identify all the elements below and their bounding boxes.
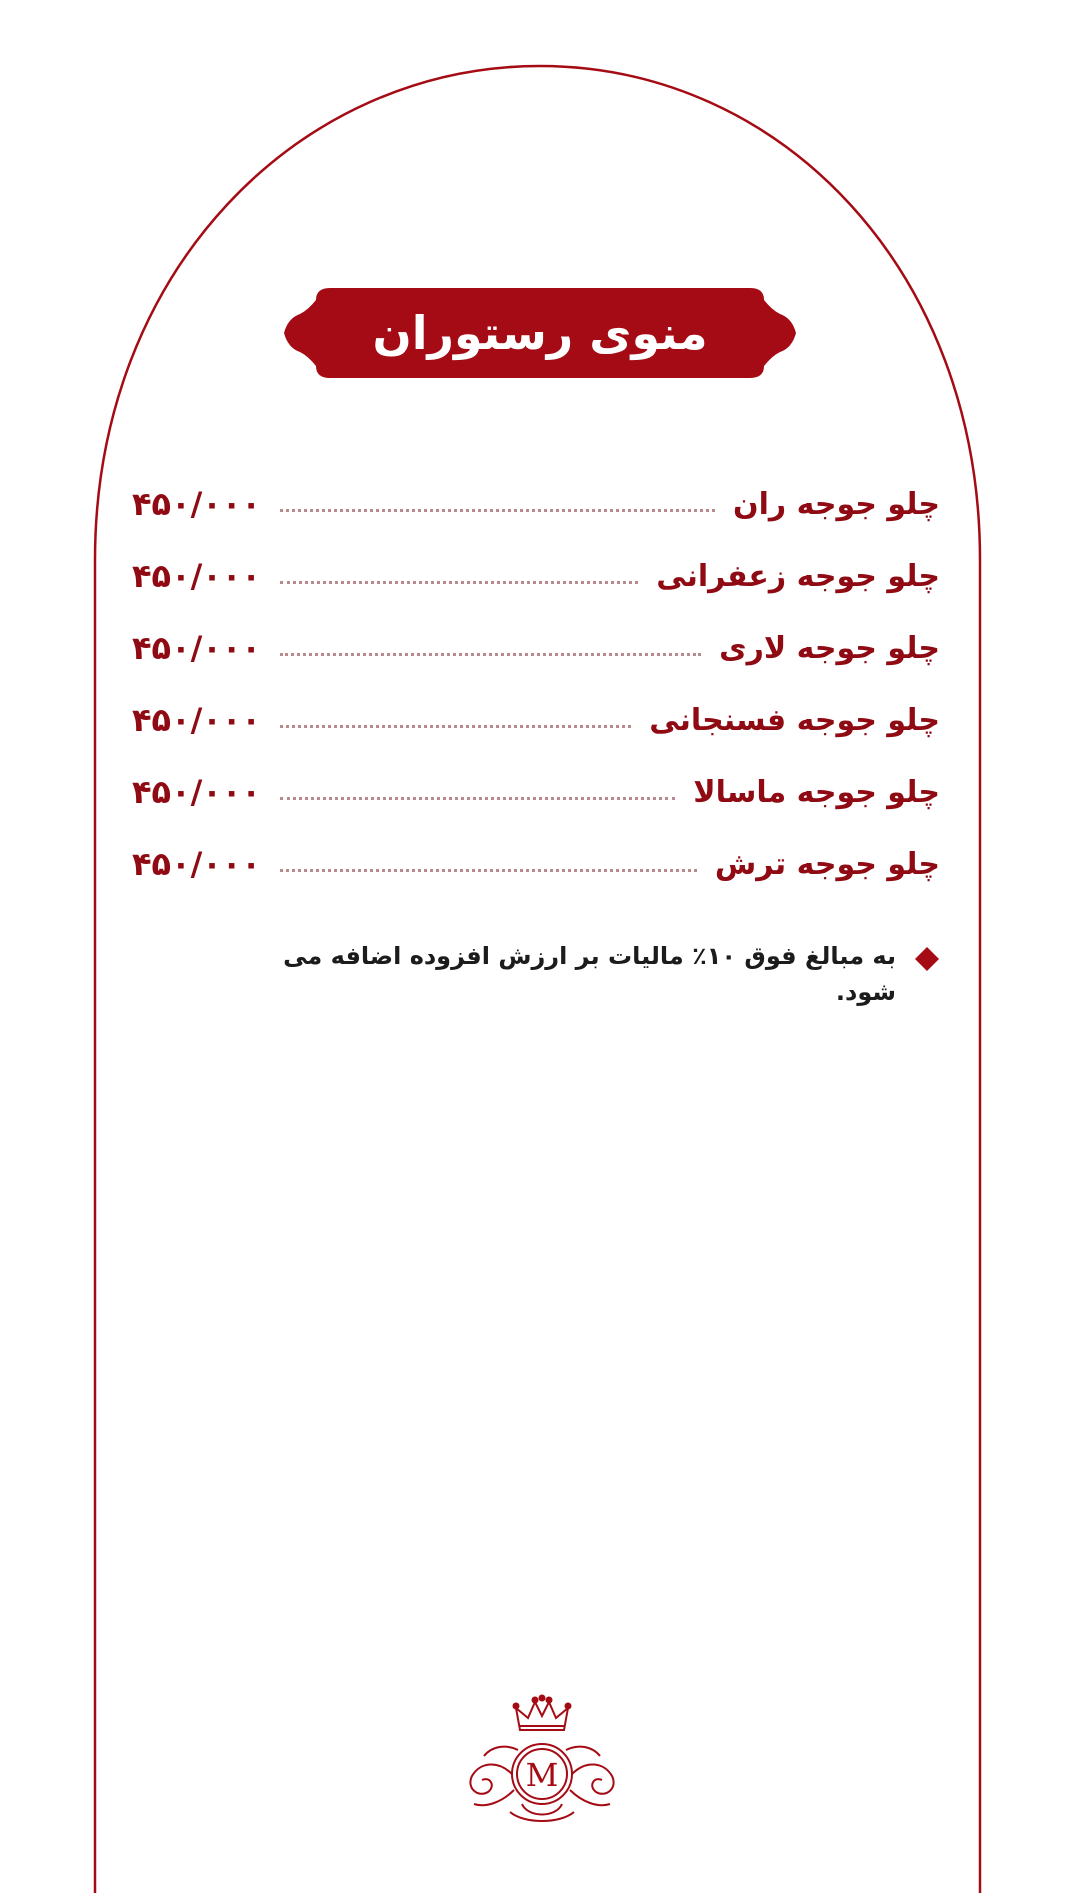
menu-item-name: چلو جوجه ماسالا bbox=[693, 774, 940, 810]
menu-item-name: چلو جوجه ترش bbox=[714, 846, 940, 882]
dotted-leader bbox=[280, 581, 638, 584]
menu-item-name: چلو جوجه ران bbox=[733, 486, 940, 522]
diamond-bullet-icon bbox=[914, 946, 940, 972]
dotted-leader bbox=[280, 869, 697, 872]
menu-item-price: ۴۵۰/۰۰۰ bbox=[132, 557, 261, 595]
menu-list bbox=[132, 468, 940, 900]
tax-note-text: به مبالغ فوق ۱۰٪ مالیات بر ارزش افزوده اضافه می شود. bbox=[283, 942, 896, 1006]
menu-item-name: چلو جوجه فسنجانی bbox=[649, 702, 940, 738]
menu-item-price: ۴۵۰/۰۰۰ bbox=[132, 485, 261, 523]
menu-item bbox=[132, 468, 940, 540]
dotted-leader bbox=[280, 797, 675, 800]
crown-monogram-logo bbox=[462, 1690, 622, 1830]
menu-item bbox=[132, 540, 940, 612]
menu-item bbox=[132, 612, 940, 684]
logo-letter: M bbox=[525, 1756, 559, 1794]
menu-item-price: ۴۵۰/۰۰۰ bbox=[132, 845, 261, 883]
menu-item-price: ۴۵۰/۰۰۰ bbox=[132, 701, 261, 739]
menu-item bbox=[132, 828, 940, 900]
dotted-leader bbox=[280, 509, 715, 512]
dotted-leader bbox=[280, 653, 701, 656]
tax-note bbox=[200, 938, 940, 1010]
dotted-leader bbox=[280, 725, 631, 728]
menu-item bbox=[132, 756, 940, 828]
page-title: منوی رستوران bbox=[372, 306, 708, 360]
menu-item-name: چلو جوجه زعفرانی bbox=[656, 558, 940, 594]
menu-item bbox=[132, 684, 940, 756]
menu-item-price: ۴۵۰/۰۰۰ bbox=[132, 629, 261, 667]
menu-item-name: چلو جوجه لاری bbox=[719, 630, 940, 666]
menu-item-price: ۴۵۰/۰۰۰ bbox=[132, 773, 261, 811]
